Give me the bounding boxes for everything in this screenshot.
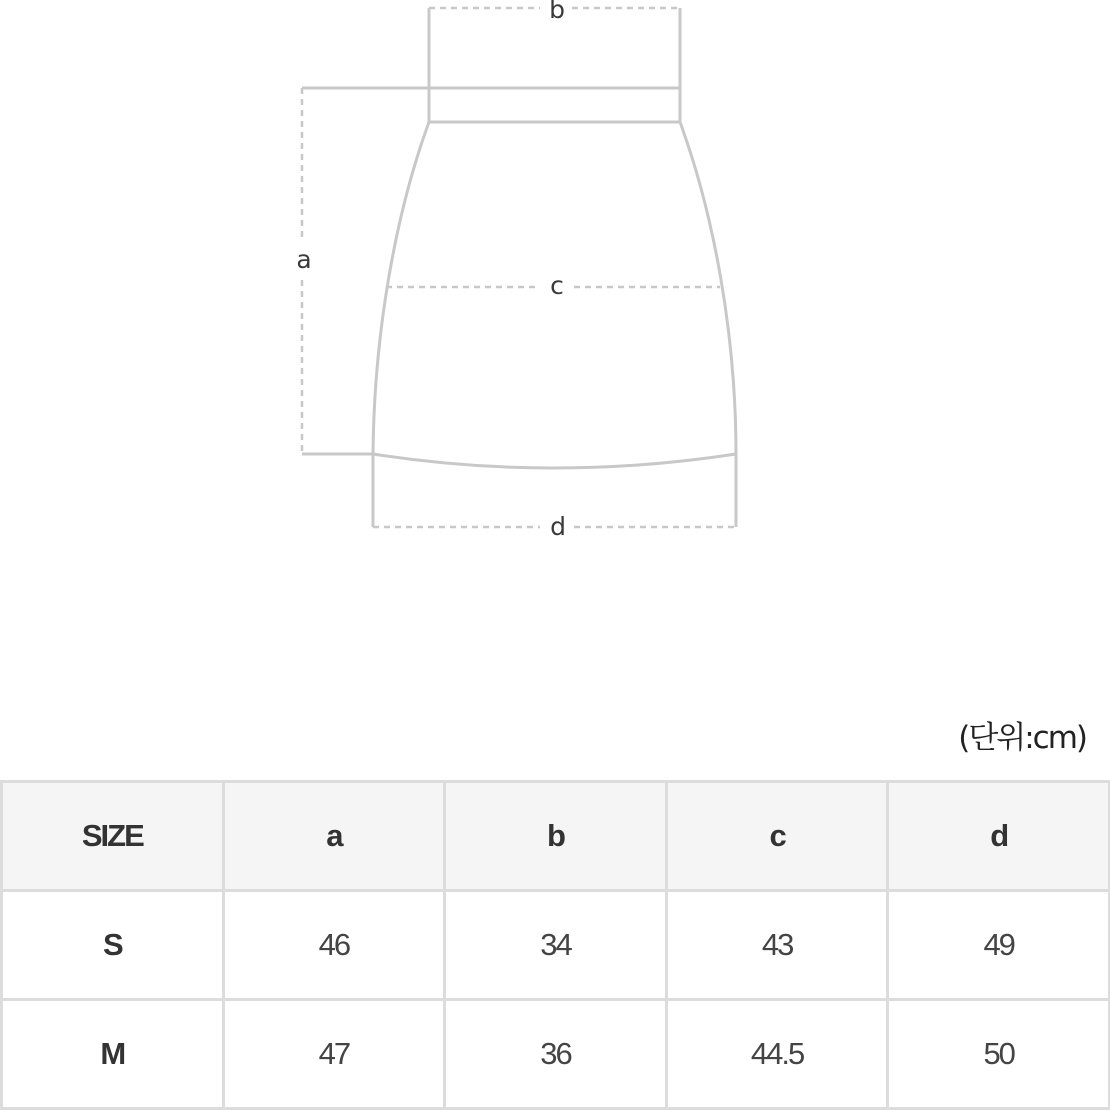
measure-a: [302, 88, 429, 454]
label-b: b: [549, 0, 565, 24]
header-size: SIZE: [2, 782, 224, 891]
table-row: [2, 891, 1110, 1000]
label-d: d: [550, 512, 566, 541]
unit-note: (단위:cm): [958, 720, 1086, 756]
header-c: c: [666, 782, 888, 891]
value-cell-c: 43: [666, 891, 888, 1000]
size-cell: M: [2, 1000, 224, 1109]
size-cell: S: [2, 891, 224, 1000]
value-cell-d: 49: [888, 891, 1110, 1000]
header-a: a: [223, 782, 445, 891]
value-cell-c: 44.5: [666, 1000, 888, 1109]
size-table: [0, 780, 1110, 1110]
value-cell-b: 36: [445, 1000, 667, 1109]
value-cell-a: 46: [223, 891, 445, 1000]
value-cell-d: 50: [888, 1000, 1110, 1109]
value-cell-a: 47: [223, 1000, 445, 1109]
label-a: a: [296, 245, 312, 274]
table-row: [2, 1000, 1110, 1109]
header-b: b: [445, 782, 667, 891]
label-c: c: [550, 271, 564, 300]
table-header-row: [2, 782, 1110, 891]
value-cell-b: 34: [445, 891, 667, 1000]
waistband: [429, 88, 680, 122]
skirt-hem: [373, 454, 736, 468]
header-d: d: [888, 782, 1110, 891]
